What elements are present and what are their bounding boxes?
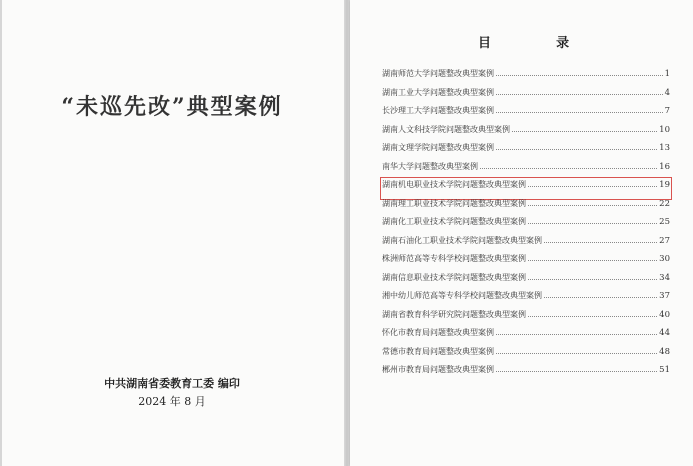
- toc-entry-title: 湖南工业大学问题整改典型案例: [382, 87, 494, 97]
- cover-title: “未巡先改”典型案例: [61, 94, 283, 120]
- toc-entry-title: 长沙理工大学问题整改典型案例: [382, 106, 494, 115]
- toc-heading-char-2: 录: [556, 36, 570, 51]
- toc-entry-title: 郴州市教育局问题整改典型案例: [382, 365, 494, 374]
- toc-leader-dots: [528, 260, 657, 261]
- toc-leader-dots: [496, 112, 663, 113]
- toc-entry-title: 湖南化工职业技术学院问题整改典型案例: [382, 217, 526, 226]
- toc-entry[interactable]: [382, 68, 670, 87]
- toc-entry-title: 南华大学问题整改典型案例: [382, 161, 478, 171]
- toc-entry-page-number: 1: [664, 69, 670, 79]
- toc-entry-page-number: 44: [659, 328, 670, 338]
- publication-date: 2024 年 8 月: [138, 395, 206, 408]
- toc-entry[interactable]: [382, 235, 670, 254]
- toc-entry[interactable]: [382, 364, 670, 383]
- toc-entry-page-number: 48: [659, 346, 670, 357]
- toc-entry-title: 湖南机电职业技术学院问题整改典型案例: [382, 180, 526, 189]
- toc-entry-page-number: 16: [659, 161, 670, 172]
- toc-entry-title: 湖南信息职业技术学院问题整改典型案例: [382, 272, 526, 282]
- toc-leader-dots: [496, 75, 663, 76]
- toc-leader-dots: [496, 353, 657, 354]
- toc-entry-page-number: 10: [659, 124, 670, 135]
- toc-entry-title: 湘中幼儿师范高等专科学校问题整改典型案例: [382, 291, 542, 300]
- toc-entry[interactable]: [382, 253, 670, 272]
- toc-list: [382, 68, 670, 383]
- toc-entry-page-number: 7: [664, 106, 670, 116]
- toc-entry-page-number: 51: [659, 365, 670, 375]
- toc-entry-page-number: 37: [659, 291, 670, 301]
- toc-leader-dots: [496, 149, 657, 150]
- toc-leader-dots: [528, 223, 657, 224]
- toc-entry[interactable]: [382, 327, 670, 346]
- cover-page: [0, 0, 344, 466]
- toc-entry-page-number: 13: [659, 143, 670, 153]
- toc-leader-dots: [496, 94, 663, 95]
- toc-entry-page-number: 22: [659, 198, 670, 209]
- toc-leader-dots: [544, 297, 657, 298]
- toc-entry-title: 湖南师范大学问题整改典型案例: [382, 69, 494, 78]
- toc-entry-page-number: 4: [664, 87, 670, 98]
- toc-entry-page-number: 40: [659, 309, 670, 320]
- toc-entry-title: 株洲师范高等专科学校问题整改典型案例: [382, 254, 526, 263]
- toc-leader-dots: [496, 334, 657, 335]
- toc-entry[interactable]: [382, 272, 670, 291]
- toc-leader-dots: [480, 168, 657, 169]
- toc-entry[interactable]: [382, 198, 670, 217]
- toc-entry-title: 常德市教育局问题整改典型案例: [382, 346, 494, 356]
- toc-entry-title: 怀化市教育局问题整改典型案例: [382, 328, 494, 337]
- toc-entry-page-number: 25: [659, 217, 670, 227]
- toc-leader-dots: [528, 316, 657, 317]
- toc-leader-dots: [528, 279, 657, 280]
- toc-entry-page-number: 19: [659, 180, 670, 190]
- toc-entry[interactable]: [382, 346, 670, 365]
- toc-entry-title: 湖南省教育科学研究院问题整改典型案例: [382, 309, 526, 319]
- toc-leader-dots: [528, 205, 657, 206]
- toc-entry[interactable]: [382, 309, 670, 328]
- toc-entry-page-number: 27: [659, 235, 670, 246]
- toc-leader-dots: [528, 186, 657, 187]
- publisher-line: 中共湖南省委教育工委 编印: [104, 377, 240, 390]
- toc-entry-title: 湖南人文科技学院问题整改典型案例: [382, 124, 510, 134]
- toc-entry-page-number: 34: [659, 272, 670, 283]
- toc-leader-dots: [512, 131, 657, 132]
- toc-entry-title: 湖南石油化工职业技术学院问题整改典型案例: [382, 235, 542, 245]
- toc-leader-dots: [544, 242, 657, 243]
- toc-entry-page-number: 30: [659, 254, 670, 264]
- toc-entry-title: 湖南文理学院问题整改典型案例: [382, 143, 494, 152]
- toc-entry[interactable]: [382, 161, 670, 180]
- toc-leader-dots: [496, 371, 657, 372]
- toc-entry[interactable]: [382, 142, 670, 161]
- toc-entry[interactable]: [382, 105, 670, 124]
- toc-heading: [478, 32, 569, 51]
- toc-entry[interactable]: [382, 87, 670, 106]
- toc-entry[interactable]: [382, 216, 670, 235]
- toc-heading-char-1: 目: [478, 36, 492, 51]
- toc-entry[interactable]: [382, 290, 670, 309]
- toc-entry[interactable]: [382, 124, 670, 143]
- toc-entry-title: 湖南理工职业技术学院问题整改典型案例: [382, 198, 526, 208]
- toc-entry-highlighted[interactable]: [382, 179, 670, 198]
